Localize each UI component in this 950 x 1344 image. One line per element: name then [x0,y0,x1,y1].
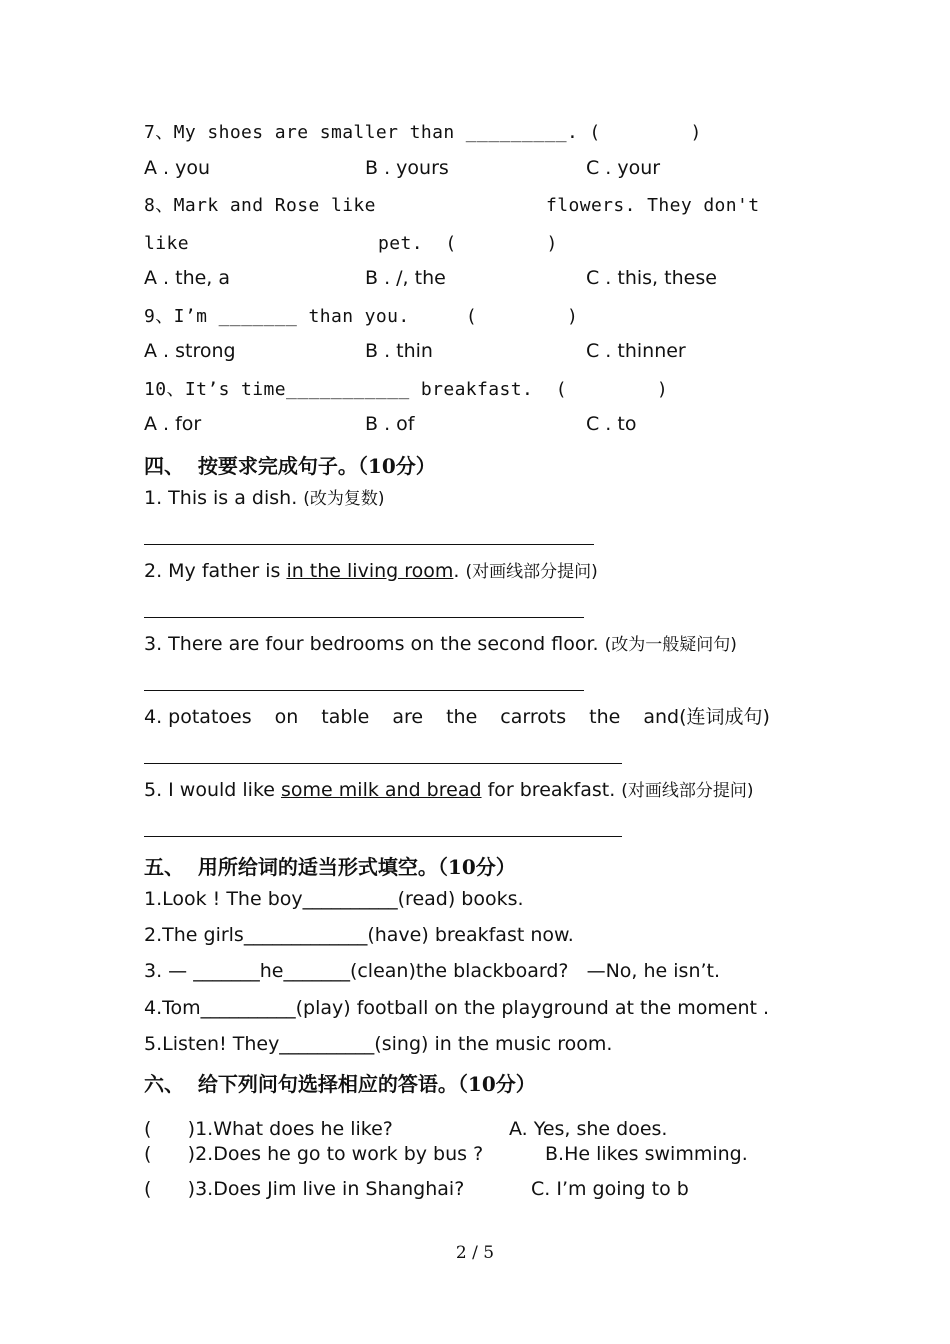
rewrite-item-2: 2. My father is in the living room. (对画线部分提问) [144,560,598,582]
question-8-stem-part2: flowers. They don't [546,195,760,216]
option-a: A . you [144,157,211,179]
fill-item-2: 2.The girls_____________(have) breakfast now. [144,924,574,946]
option-a: A . for [144,413,202,435]
page-number: 2 / 5 [455,1243,495,1263]
section-6-heading: 六、 给下列问句选择相应的答语。（10分） [144,1072,536,1096]
answer-line [144,836,622,837]
answer-line [144,617,584,618]
answer-line [144,690,584,691]
section-5-heading: 五、 用所给词的适当形式填空。（10分） [144,855,516,879]
fill-item-4: 4.Tom__________(play) football on the playground at the moment . [144,997,770,1019]
question-7-stem: 7、My shoes are smaller than _________. ( ) [144,122,702,143]
rewrite-item-1: 1. This is a dish. (改为复数) [144,487,385,509]
question-9-stem: 9、I’m _______ than you. ( ) [144,306,579,327]
fill-item-3: 3. — _______he_______(clean)the blackboard? —No, he isn’t. [144,960,721,982]
option-c: C . your [586,157,661,179]
match-question-3: ( )3.Does Jim live in Shanghai? [144,1178,465,1200]
option-c: C . thinner [586,340,686,362]
question-10-stem: 10、It’s time___________ breakfast. ( ) [144,379,669,400]
option-b: B . of [365,413,415,435]
question-8-stem-part3: like [144,233,189,254]
question-8-stem-part1: 8、Mark and Rose like [144,195,376,216]
option-a: A . strong [144,340,236,362]
match-answer-a: A. Yes, she does. [509,1118,668,1140]
rewrite-item-5: 5. I would like some milk and bread for breakfast. (对画线部分提问) [144,779,754,801]
option-a: A . the, a [144,267,231,289]
answer-line [144,544,594,545]
section-4-heading: 四、 按要求完成句子。（10分） [144,454,436,478]
question-8-stem-part4: pet. ( ) [378,233,558,254]
answer-line [144,763,622,764]
rewrite-item-4: 4. potatoes on table are the carrots the and(连词成句) [144,706,770,728]
match-question-1: ( )1.What does he like? [144,1118,393,1140]
match-answer-c: C. I’m going to b [531,1178,689,1200]
match-answer-b: B.He likes swimming. [545,1143,748,1165]
fill-item-5: 5.Listen! They__________(sing) in the music room. [144,1033,613,1055]
rewrite-item-3: 3. There are four bedrooms on the second floor. (改为一般疑问句) [144,633,737,655]
option-b: B . thin [365,340,433,362]
option-c: C . to [586,413,637,435]
match-question-2: ( )2.Does he go to work by bus ? [144,1143,484,1165]
option-b: B . yours [365,157,449,179]
fill-item-1: 1.Look ! The boy__________(read) books. [144,888,524,910]
option-b: B . /, the [365,267,446,289]
option-c: C . this, these [586,267,717,289]
